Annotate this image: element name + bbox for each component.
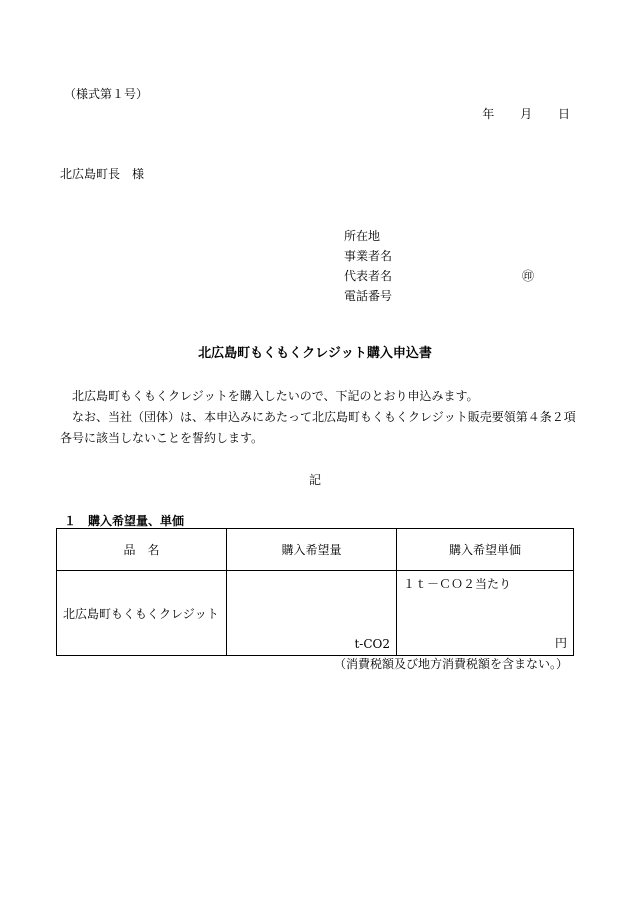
- representative-label: 代表者名: [344, 269, 393, 283]
- phone-label: 電話番号: [344, 289, 393, 303]
- quantity-unit: t-CO2: [354, 637, 390, 651]
- applicant-block: [344, 228, 544, 308]
- address-label: 所在地: [344, 229, 381, 243]
- addressee: 北広島町長 様: [60, 167, 145, 181]
- date-year: 年: [482, 107, 495, 121]
- body-paragraph-2-line-2: 各号に該当しないことを誓約します。: [60, 431, 264, 445]
- date-day: 日: [557, 107, 570, 121]
- table-header-row: [57, 529, 574, 571]
- purchase-table: [56, 528, 574, 656]
- body-paragraph-2-line-1: なお、当社（団体）は、本申込みにあたって北広島町もくもくクレジット販売要領第４条２項: [72, 410, 576, 424]
- item-name-cell: [57, 571, 227, 656]
- representative-row: [344, 268, 544, 288]
- business-name-label: 事業者名: [344, 249, 393, 263]
- item-name: 北広島町もくもくクレジット: [63, 607, 219, 621]
- seal-mark: ㊞: [522, 269, 535, 283]
- section-1-heading: １ 購入希望量、単価: [64, 514, 185, 528]
- date-line: [460, 106, 570, 122]
- unit-price-cell[interactable]: [397, 571, 574, 656]
- header-unit-price: 購入希望単価: [397, 529, 574, 571]
- tax-note: （消費税額及び地方消費税額を含まない。）: [333, 657, 568, 671]
- header-item-name: 品 名: [57, 529, 227, 571]
- price-unit: 円: [554, 636, 567, 650]
- form-number: （様式第１号）: [64, 87, 149, 101]
- ki-heading: 記: [308, 473, 321, 487]
- body-paragraph-1: 北広島町もくもくクレジットを購入したいので、下記のとおり申込みます。: [72, 389, 479, 403]
- header-quantity: 購入希望量: [227, 529, 397, 571]
- table-row: [57, 571, 574, 656]
- quantity-cell[interactable]: [227, 571, 397, 656]
- price-basis: １ｔ－ＣＯ２当たり: [403, 577, 512, 591]
- document-title: 北広島町もくもくクレジット購入申込書: [198, 346, 432, 361]
- date-month: 月: [520, 107, 533, 121]
